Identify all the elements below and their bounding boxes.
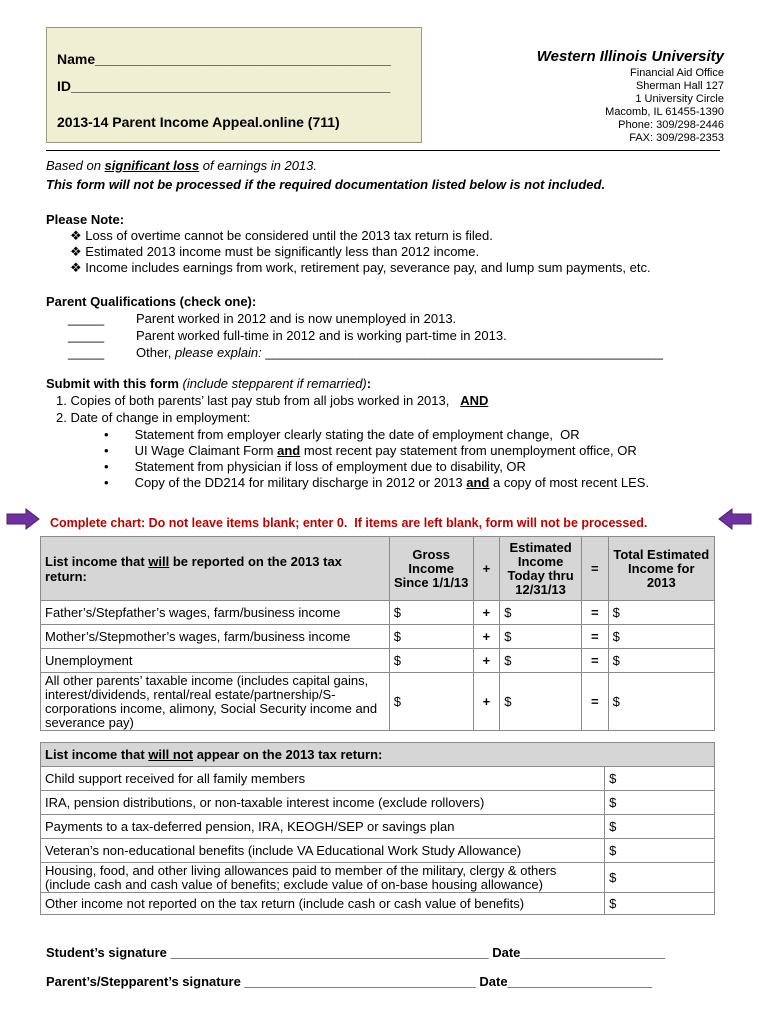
estimated-input[interactable]: $ xyxy=(500,625,582,649)
address-line: FAX: 309/298-2353 xyxy=(629,132,724,144)
row-label: Father’s/Stepfather’s wages, farm/business income xyxy=(41,601,390,625)
equals-sign: = xyxy=(582,625,609,649)
estimated-input[interactable]: $ xyxy=(500,649,582,673)
col-total-income: Total Estimated Income for 2013 xyxy=(608,537,714,601)
submit-subitem: • UI Wage Claimant Form and most recent pay statement from unemployment office, OR xyxy=(104,443,637,458)
note-item: ❖ Estimated 2013 income must be significantly less than 2012 income. xyxy=(70,244,480,259)
address-line: Phone: 309/298-2446 xyxy=(618,119,724,131)
plus-sign: + xyxy=(473,601,500,625)
address-line: Sherman Hall 127 xyxy=(635,80,724,92)
intro-basis: Based on significant loss of earnings in 2013. xyxy=(46,158,317,173)
col-estimated-income: Estimated Income Today thru 12/31/13 xyxy=(500,537,582,601)
right-arrow-icon xyxy=(6,508,40,530)
row-label: Mother’s/Stepmother’s wages, farm/business income xyxy=(41,625,390,649)
equals-sign: = xyxy=(582,601,609,625)
table-header-row xyxy=(41,743,715,767)
qualification-checkbox[interactable]: _____ xyxy=(68,328,105,343)
submit-item-2: 2. Date of change in employment: xyxy=(56,410,251,425)
note-item: ❖ Loss of overtime cannot be considered until the 2013 tax return is filed. xyxy=(70,228,493,243)
submit-title: Submit with this form (include stepparent if remarried): xyxy=(46,376,372,391)
gross-input[interactable]: $ xyxy=(389,673,473,731)
plus-sign: + xyxy=(473,649,500,673)
qualification-other[interactable]: Other, please explain: _______________________________________________________ xyxy=(136,345,664,360)
row-label: IRA, pension distributions, or non-taxable interest income (exclude rollovers) xyxy=(41,791,605,815)
total-input[interactable]: $ xyxy=(608,601,714,625)
equals-sign: = xyxy=(582,673,609,731)
plus-sign: + xyxy=(473,625,500,649)
row-label: Housing, food, and other living allowances paid to member of the military, clergy & others (include cash and cash value of benefits; exclude value of on-base housing allowance) xyxy=(41,863,605,893)
diamond-bullet-icon: ❖ xyxy=(70,244,82,259)
amount-input[interactable]: $ xyxy=(605,791,715,815)
row-label: Other income not reported on the tax return (include cash or cash value of benefits) xyxy=(41,893,605,915)
estimated-input[interactable]: $ xyxy=(500,601,582,625)
qualification-option: Parent worked in 2012 and is now unemployed in 2013. xyxy=(136,311,457,326)
header-divider xyxy=(46,150,720,151)
amount-input[interactable]: $ xyxy=(605,863,715,893)
table-row xyxy=(41,893,715,915)
form-title: 2013-14 Parent Income Appeal.online (711) xyxy=(57,114,340,130)
address-line: Financial Aid Office xyxy=(630,67,724,79)
nontaxable-income-table xyxy=(40,742,715,915)
office-address xyxy=(605,67,724,145)
submit-subitem: • Statement from employer clearly stating the date of employment change, OR xyxy=(104,427,580,442)
col-plus: + xyxy=(473,537,500,601)
submit-subitem: • Copy of the DD214 for military discharge in 2012 or 2013 and a copy of most recent LES. xyxy=(104,475,650,490)
table-row xyxy=(41,839,715,863)
university-name: Western Illinois University xyxy=(536,48,724,65)
qualifications-title: Parent Qualifications (check one): xyxy=(46,294,257,309)
table-row xyxy=(41,863,715,893)
note-title: Please Note: xyxy=(46,212,125,227)
plus-sign: + xyxy=(473,673,500,731)
table-row xyxy=(41,673,715,731)
diamond-bullet-icon: ❖ xyxy=(70,260,82,275)
row-label: Veteran’s non-educational benefits (include VA Educational Work Study Allowance) xyxy=(41,839,605,863)
total-input[interactable]: $ xyxy=(608,673,714,731)
row-label: Unemployment xyxy=(41,649,390,673)
submit-item-1: 1. Copies of both parents’ last pay stub from all jobs worked in 2013, AND xyxy=(56,393,489,408)
amount-input[interactable]: $ xyxy=(605,815,715,839)
id-field[interactable]: ID_________________________________________ xyxy=(57,78,391,94)
name-field[interactable]: Name______________________________________ xyxy=(57,51,392,67)
col-gross-income: Gross Income Since 1/1/13 xyxy=(389,537,473,601)
intro-warning: This form will not be processed if the required documentation listed below is not included. xyxy=(46,177,606,192)
taxable-income-table xyxy=(40,536,715,731)
qualification-checkbox[interactable]: _____ xyxy=(68,345,105,360)
header-box xyxy=(46,27,422,143)
equals-sign: = xyxy=(582,649,609,673)
complete-chart-warning: Complete chart: Do not leave items blank; enter 0. If items are left blank, form will not be processed. xyxy=(50,516,648,530)
parent-signature-line[interactable]: Parent’s/Stepparent’s signature ________________________________ Date____________________ xyxy=(46,974,653,989)
table-row xyxy=(41,649,715,673)
table-row xyxy=(41,815,715,839)
note-item: ❖ Income includes earnings from work, retirement pay, severance pay, and lump sum payments, etc. xyxy=(70,260,651,275)
table-row xyxy=(41,767,715,791)
left-arrow-icon xyxy=(718,508,752,530)
table-row xyxy=(41,601,715,625)
student-signature-line[interactable]: Student’s signature ____________________________________________ Date____________________ xyxy=(46,945,665,960)
col-equals: = xyxy=(582,537,609,601)
gross-input[interactable]: $ xyxy=(389,601,473,625)
address-line: 1 University Circle xyxy=(635,93,724,105)
row-label: Payments to a tax-deferred pension, IRA, KEOGH/SEP or savings plan xyxy=(41,815,605,839)
qualification-option: Parent worked full-time in 2012 and is working part-time in 2013. xyxy=(136,328,507,343)
table-header-row xyxy=(41,537,715,601)
total-input[interactable]: $ xyxy=(608,649,714,673)
gross-input[interactable]: $ xyxy=(389,625,473,649)
submit-subitem: • Statement from physician if loss of employment due to disability, OR xyxy=(104,459,526,474)
qualification-checkbox[interactable]: _____ xyxy=(68,311,105,326)
amount-input[interactable]: $ xyxy=(605,839,715,863)
note-list xyxy=(70,228,651,276)
amount-input[interactable]: $ xyxy=(605,767,715,791)
total-input[interactable]: $ xyxy=(608,625,714,649)
table1-header-label: List income that will be reported on the 2013 tax return: xyxy=(41,537,390,601)
table-row xyxy=(41,625,715,649)
address-line: Macomb, IL 61455-1390 xyxy=(605,106,724,118)
estimated-input[interactable]: $ xyxy=(500,673,582,731)
table2-header-label: List income that will not appear on the 2013 tax return: xyxy=(41,743,715,767)
row-label: All other parents’ taxable income (includes capital gains, interest/dividends, rental/real estate/partnership/S-corporations income, alimony, Social Security income and severance pay) xyxy=(41,673,390,731)
gross-input[interactable]: $ xyxy=(389,649,473,673)
submit-subitems xyxy=(104,427,649,491)
table-row xyxy=(41,791,715,815)
row-label: Child support received for all family members xyxy=(41,767,605,791)
diamond-bullet-icon: ❖ xyxy=(70,228,82,243)
amount-input[interactable]: $ xyxy=(605,893,715,915)
